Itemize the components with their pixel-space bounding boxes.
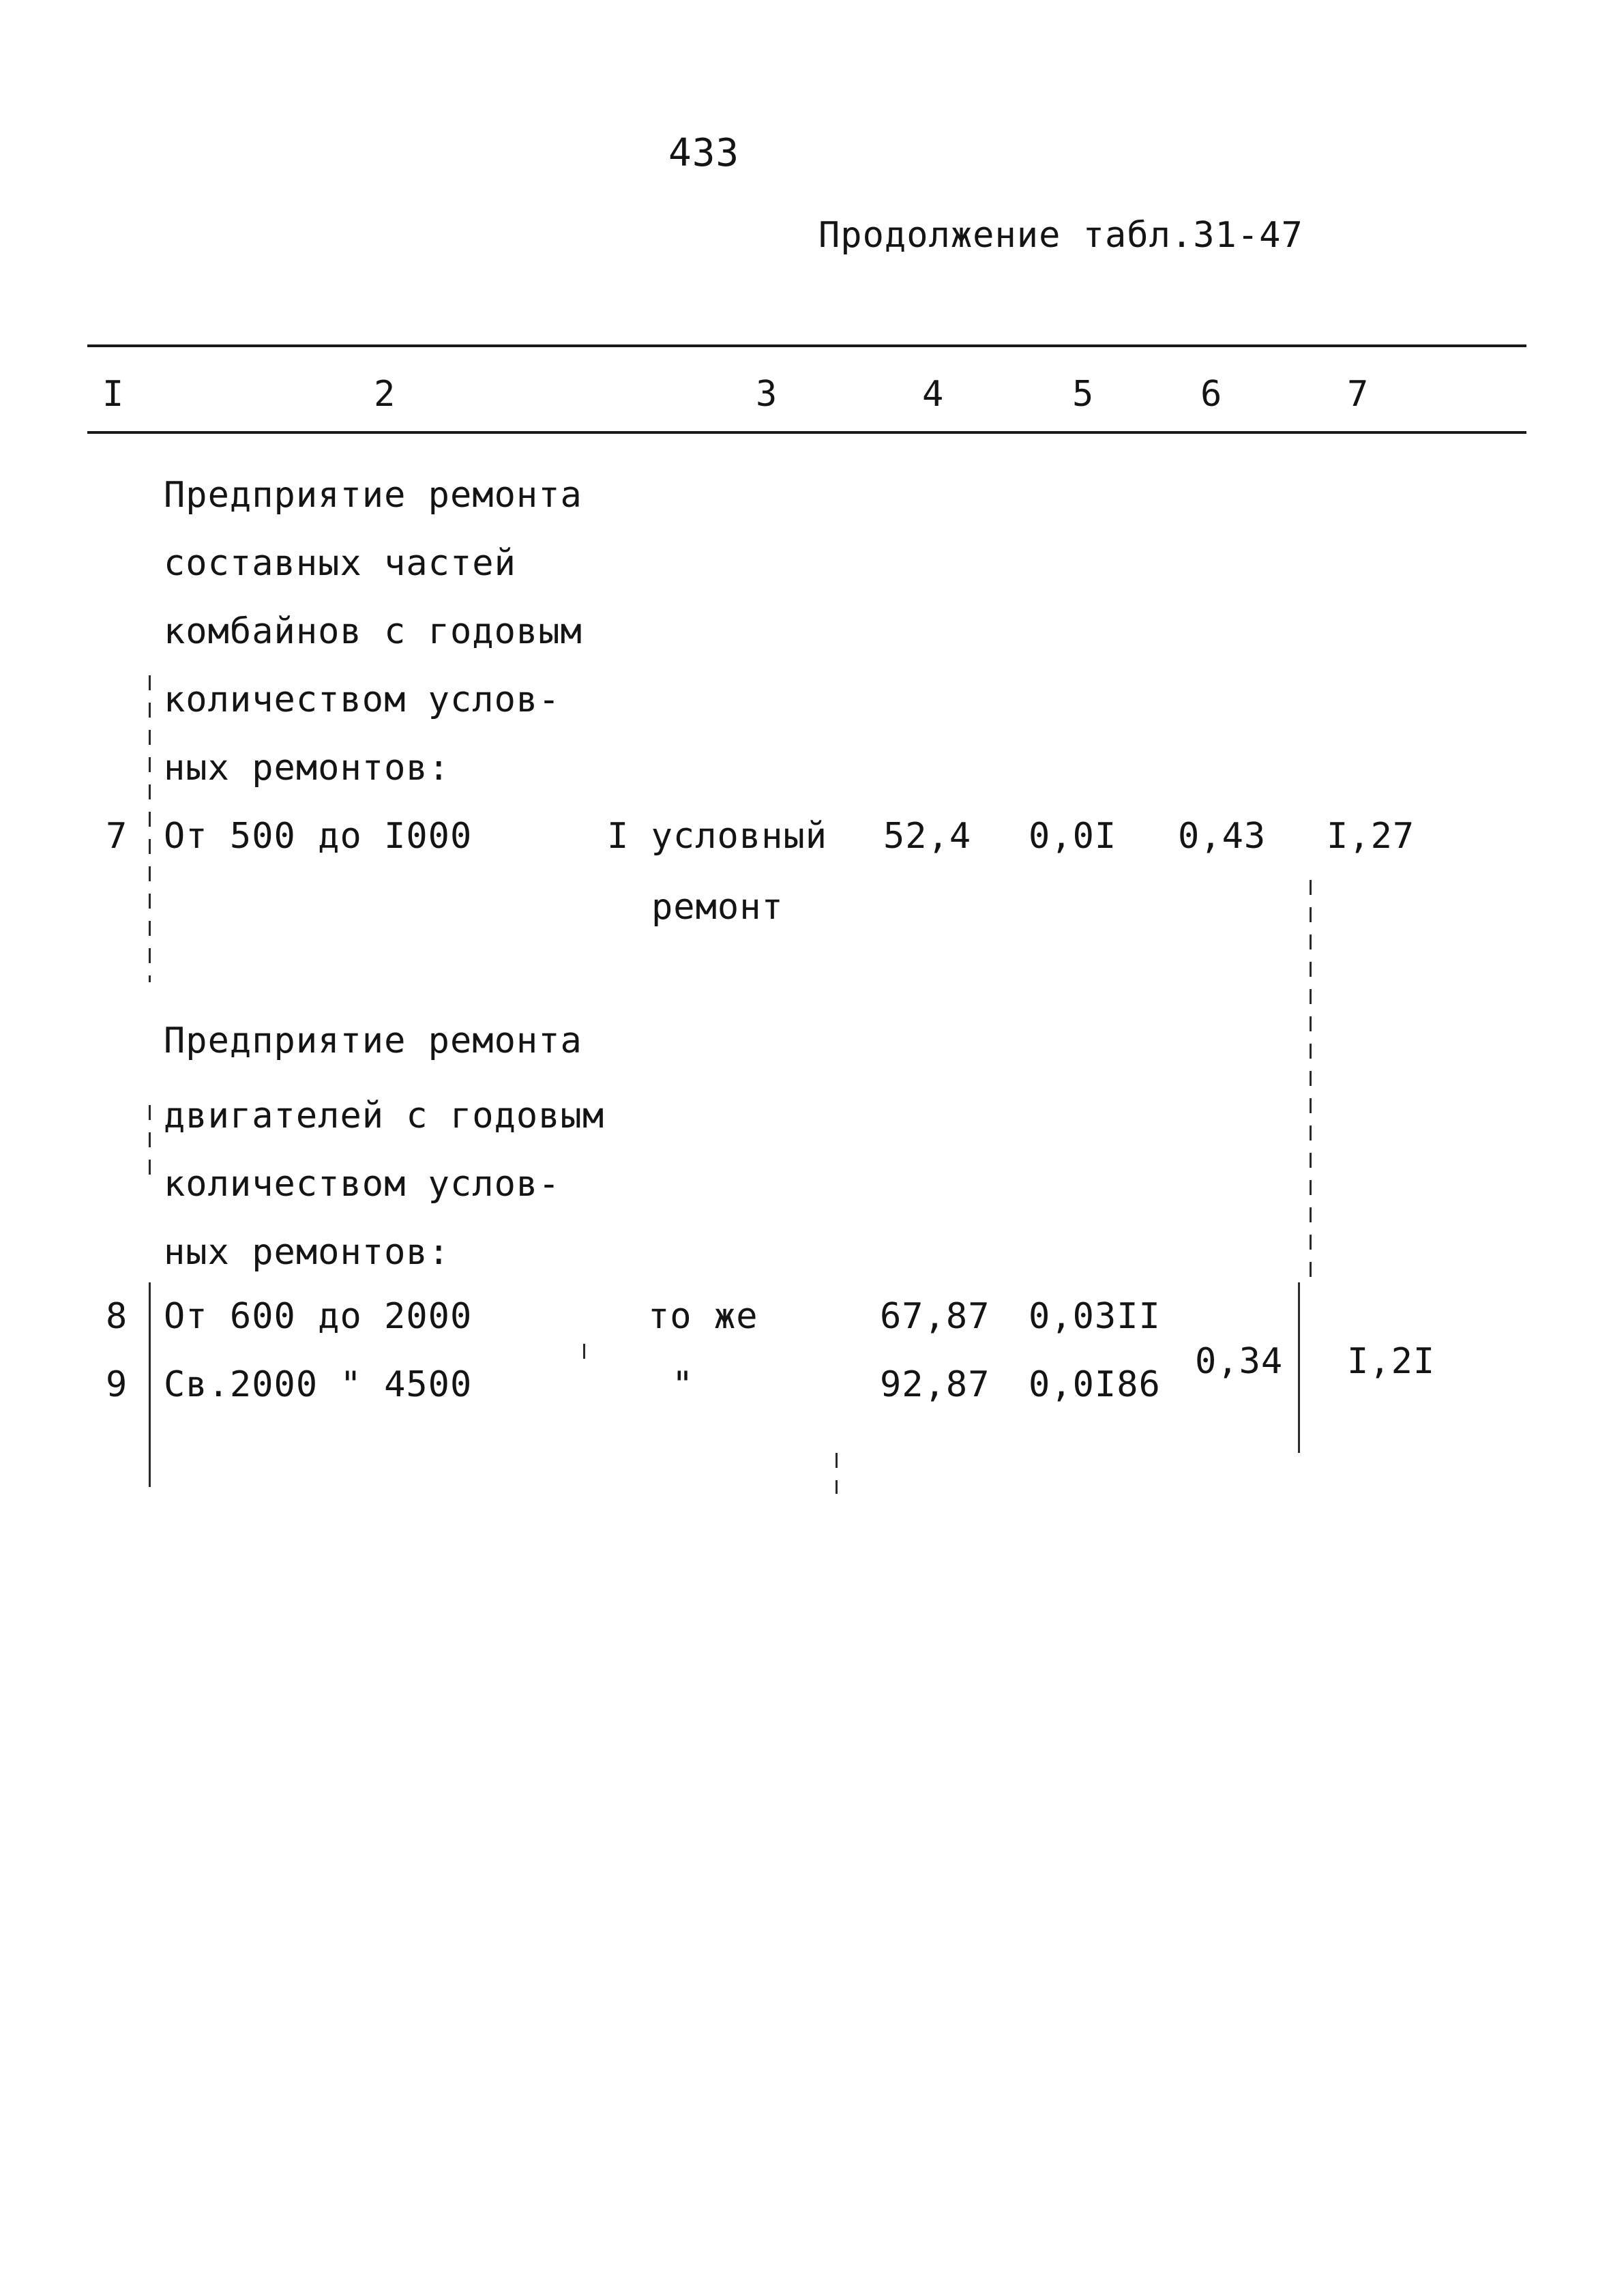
- group-heading-line: комбайнов с годовым: [164, 611, 582, 652]
- row-number: 7: [106, 816, 128, 857]
- row-unit: то же: [648, 1296, 758, 1337]
- column-header-5: 5: [1072, 374, 1095, 415]
- column-separator: [1310, 880, 1312, 1289]
- cell-col6: 0,43: [1178, 816, 1267, 857]
- group-heading-line: ных ремонтов:: [164, 1232, 450, 1273]
- header-bottom-rule: [87, 431, 1526, 434]
- cell-col7-shared: I,2I: [1347, 1341, 1436, 1382]
- column-separator: [149, 675, 151, 982]
- column-header-3: 3: [756, 374, 778, 415]
- column-header-7: 7: [1347, 374, 1370, 415]
- group-heading-line: ных ремонтов:: [164, 748, 450, 789]
- cell-col5: 0,0I: [1029, 816, 1117, 857]
- table-top-rule: [87, 344, 1526, 347]
- cell-col7: I,27: [1327, 816, 1415, 857]
- group-heading-line: Предприятие ремонта: [164, 1020, 582, 1061]
- row-name: От 500 до I000: [164, 816, 473, 857]
- column-separator: [149, 1105, 151, 1187]
- group-heading-line: Предприятие ремонта: [164, 475, 582, 516]
- table-caption: Продолжение табл.31-47: [818, 215, 1303, 256]
- cell-col5: 0,03II: [1029, 1296, 1161, 1337]
- column-separator: [836, 1453, 838, 1494]
- page-number: 433: [668, 131, 740, 175]
- row-unit: I условный: [607, 816, 828, 857]
- row-name: Св.2000 " 4500: [164, 1364, 473, 1405]
- column-header-1: I: [102, 374, 125, 415]
- column-separator: [149, 1282, 151, 1487]
- group-heading-line: количеством услов-: [164, 679, 561, 720]
- cell-col6-shared: 0,34: [1195, 1341, 1284, 1382]
- group-heading-line: количеством услов-: [164, 1164, 561, 1205]
- row-number: 8: [106, 1296, 128, 1337]
- group-heading-line: составных частей: [164, 543, 516, 584]
- column-header-6: 6: [1200, 374, 1223, 415]
- cell-col5: 0,0I86: [1029, 1364, 1161, 1405]
- row-name: От 600 до 2000: [164, 1296, 473, 1337]
- row-number: 9: [106, 1364, 128, 1405]
- row-unit: ": [672, 1364, 694, 1405]
- cell-col4: 52,4: [883, 816, 972, 857]
- column-header-4: 4: [922, 374, 945, 415]
- column-separator: [1298, 1282, 1300, 1453]
- column-header-2: 2: [374, 374, 396, 415]
- row-unit-line2: ремонт: [651, 887, 784, 928]
- group-heading-line: двигателей с годовым: [164, 1095, 605, 1136]
- column-separator: [583, 1344, 585, 1364]
- cell-col4: 92,87: [880, 1364, 990, 1405]
- cell-col4: 67,87: [880, 1296, 990, 1337]
